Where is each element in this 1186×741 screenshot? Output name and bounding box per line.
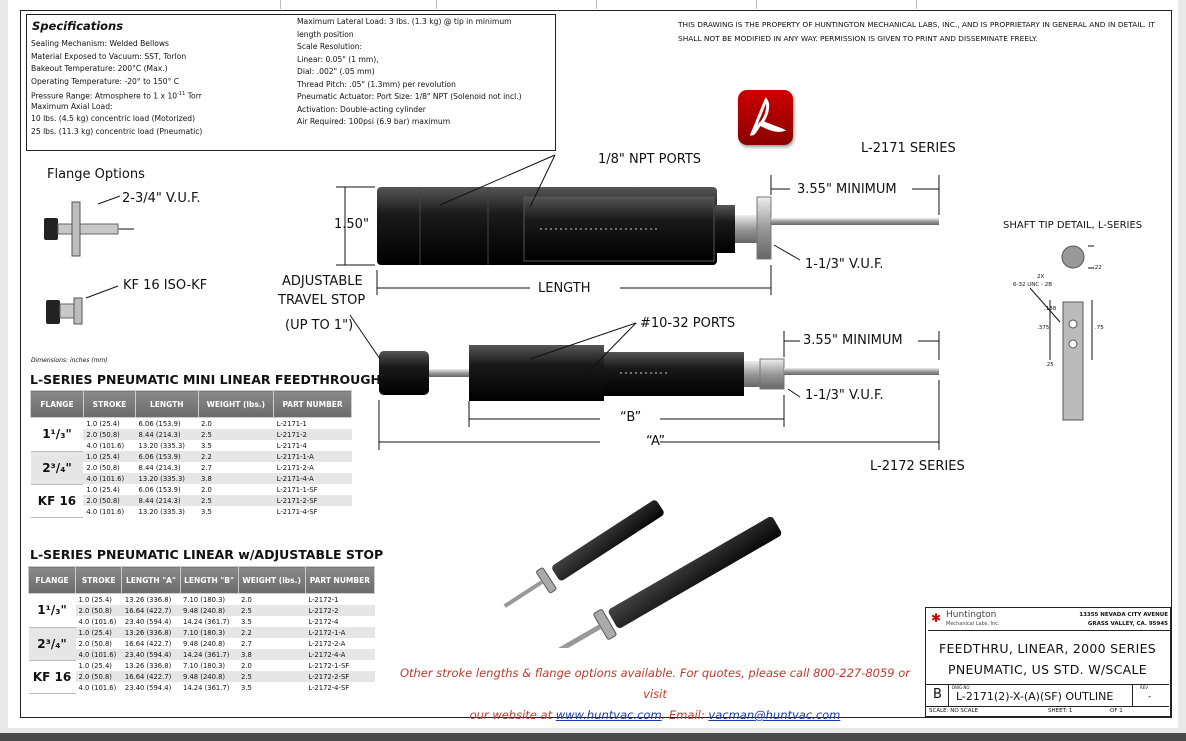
table-header: PART NUMBER xyxy=(305,567,374,594)
table-row xyxy=(31,484,352,495)
quote-note-line2 xyxy=(395,705,915,726)
specifications-title: Specifications xyxy=(32,19,124,33)
table-cell: 7.10 (180.3) xyxy=(180,627,238,638)
spec-line: Pneumatic Actuator: Port Size: 1/8" NPT (Solenoid not incl.) xyxy=(297,92,522,101)
table-cell: 2.7 xyxy=(241,639,252,648)
drawing-number-row xyxy=(926,684,1169,707)
table-cell: 23.40 (594.4) xyxy=(122,649,180,660)
flange-cell: KF 16 xyxy=(31,484,84,517)
table-cell: 2.0 (50.8) xyxy=(76,605,122,616)
shaft-tip-title: SHAFT TIP DETAIL, L-SERIES xyxy=(1003,220,1143,231)
table-cell: 2.5 xyxy=(238,605,305,616)
table-cell: 9.48 (240.8) xyxy=(183,639,226,648)
pressure-exponent: -11 xyxy=(177,91,186,97)
table-cell: L-2172-1-SF xyxy=(308,661,350,670)
spec-line: Dial: .002" (.05 mm) xyxy=(297,67,375,76)
table-cell: 3.8 xyxy=(198,473,274,484)
table-header: STROKE xyxy=(76,567,122,594)
table-cell: 13.26 (336.8) xyxy=(124,595,172,604)
table-row xyxy=(31,418,352,430)
table-cell: 3.5 xyxy=(201,507,212,516)
rev-label: REV xyxy=(1140,685,1149,690)
table-header: PART NUMBER xyxy=(274,391,352,418)
up-to-1-label: (UP TO 1") xyxy=(285,318,354,333)
table-cell: 6.06 (153.9) xyxy=(138,485,181,494)
spec-line: Material Exposed to Vacuum: SST, Torlon xyxy=(31,51,187,61)
l2171-part-table xyxy=(30,390,352,518)
min-355-label-b: 3.55" MINIMUM xyxy=(803,333,903,348)
table-cell: 2.0 (50.8) xyxy=(86,463,120,472)
table-header: WEIGHT (lbs.) xyxy=(198,391,274,418)
address-line2: GRASS VALLEY, CA. 95945 xyxy=(1087,621,1168,627)
drawing-title2: PNEUMATIC, US STD. W/SCALE xyxy=(948,662,1147,677)
table-cell: 13.20 (335.3) xyxy=(138,507,185,516)
email-link[interactable]: vacman@huntvac.com xyxy=(708,708,841,722)
table-cell: 2.7 xyxy=(201,463,212,472)
table-cell: L-2172-1 xyxy=(308,595,339,604)
table-cell: L-2172-2 xyxy=(305,605,374,616)
flange-thumbnails xyxy=(36,188,136,338)
dwg-no-label: DWG NO. xyxy=(952,685,971,690)
table-row xyxy=(29,594,375,606)
table-cell: 2.2 xyxy=(238,627,305,638)
table-cell: 2.0 xyxy=(201,485,212,494)
spec-line: Thread Pitch: .05" (1.3mm) per revolution xyxy=(297,79,456,89)
drawing-title1: FEEDTHRU, LINEAR, 2000 SERIES xyxy=(938,641,1157,656)
table-cell: 4.0 (101.6) xyxy=(76,649,122,660)
address-line1: 13355 NEVADA CITY AVENUE xyxy=(1079,612,1168,618)
dim-b-label: “B” xyxy=(620,410,642,425)
spec-line: Bakeout Temperature: 200°C (Max.) xyxy=(31,64,168,73)
spec-line: length position xyxy=(297,29,354,39)
grid-line xyxy=(280,0,281,9)
spec-line: Maximum Axial Load: xyxy=(31,101,113,111)
table-cell: L-2172-2-A xyxy=(308,639,346,648)
table-cell: 6.06 (153.9) xyxy=(138,419,181,428)
table-cell: 1.0 (25.4) xyxy=(78,661,112,670)
table-header: LENGTH "B" xyxy=(180,567,238,594)
table-row xyxy=(29,638,375,649)
table-cell: L-2172-4 xyxy=(308,617,339,626)
table-cell: 1.0 (25.4) xyxy=(86,419,120,428)
table-cell: 13.26 (336.8) xyxy=(124,661,172,670)
grid-line xyxy=(756,0,757,9)
table-cell: 7.10 (180.3) xyxy=(183,595,226,604)
scale-text: SCALE: NO SCALE xyxy=(929,708,979,714)
vuf-1-1-3-label-a: 1-1/3" V.U.F. xyxy=(805,257,884,272)
table-cell: 8.44 (214.3) xyxy=(138,463,181,472)
table-cell: 2.0 (50.8) xyxy=(83,429,135,440)
table-row xyxy=(31,451,352,462)
table-header: LENGTH xyxy=(136,391,198,418)
tip-dim-6-32: 6-32 UNC - 2B xyxy=(1013,282,1052,288)
sheet-of-text: OF 1 xyxy=(1110,708,1123,714)
quote-note xyxy=(395,663,915,726)
spec-line: Air Required: 100psi (6.9 bar) maximum xyxy=(297,117,451,126)
table-cell: 1.0 (25.4) xyxy=(83,451,135,462)
drawing-number: L-2171(2)-X-(A)(SF) OUTLINE xyxy=(956,690,1114,703)
product-photo xyxy=(488,478,798,648)
table-row xyxy=(29,649,375,660)
spec-line: Operating Temperature: -20° to 150° C xyxy=(31,76,180,86)
tip-dim-2x: 2X xyxy=(1037,274,1045,280)
table-cell: L-2171-1 xyxy=(276,419,307,428)
travel-stop-label: TRAVEL STOP xyxy=(278,293,366,308)
flange-cell: 2³/₄" xyxy=(29,627,76,660)
tip-dim-25: .25 xyxy=(1045,362,1054,368)
min-355-label-a: 3.55" MINIMUM xyxy=(797,182,897,197)
tip-dim-375: .375 xyxy=(1037,325,1050,331)
flange-cell: KF 16 xyxy=(29,660,76,693)
proprietary-notice: THIS DRAWING IS THE PROPERTY OF HUNTINGTON MECHANICAL LABS, INC., AND IS PROPRIETARY IN GENERAL AND IN DETAIL. IT SHALL NOT BE MODIFIED IN ANY WAY. PERMISSION IS GIVEN TO PRINT AND DISSEMINATE FREELY. xyxy=(678,20,1155,43)
table-cell: 9.48 (240.8) xyxy=(180,605,238,616)
table-cell: 9.48 (240.8) xyxy=(180,671,238,682)
table-cell: 2.0 xyxy=(241,595,252,604)
spec-line: 10 lbs. (4.5 kg) concentric load (Motorized) xyxy=(31,114,196,123)
table-cell: 4.0 (101.6) xyxy=(78,683,117,692)
table-cell: L-2171-1-SF xyxy=(276,485,318,494)
quote-note-prefix: our website at xyxy=(469,708,556,722)
table-cell: 8.44 (214.3) xyxy=(136,495,198,506)
table-cell: L-2171-4-A xyxy=(274,473,352,484)
ports-10-32-label: #10-32 PORTS xyxy=(640,316,736,331)
table-cell: L-2171-2-SF xyxy=(274,495,352,506)
table-row xyxy=(29,605,375,616)
website-link[interactable]: www.huntvac.com xyxy=(555,708,662,722)
table-cell: 3.5 xyxy=(241,617,252,626)
adjustable-label: ADJUSTABLE xyxy=(282,274,363,289)
table-cell: 2.0 xyxy=(241,661,252,670)
table-cell: 3.5 xyxy=(241,683,252,692)
company-subtitle: Mechanical Labs, Inc. xyxy=(946,621,1000,627)
table-header: LENGTH "A" xyxy=(122,567,180,594)
dimensions-note: Dimensions: inches (mm) xyxy=(31,357,108,364)
table-cell: L-2172-4-A xyxy=(305,649,374,660)
length-label: LENGTH xyxy=(538,281,591,296)
table-header: FLANGE xyxy=(29,567,76,594)
table-cell: 16.64 (422.7) xyxy=(124,639,172,648)
flange-cell: 1¹/₃" xyxy=(29,594,76,628)
table-row xyxy=(29,627,375,638)
table-cell: L-2172-4-SF xyxy=(308,683,350,692)
table-cell: 14.24 (361.7) xyxy=(183,683,230,692)
tip-dim-75: .75 xyxy=(1095,325,1104,331)
grid-line xyxy=(436,0,437,9)
table-cell: 8.44 (214.3) xyxy=(136,429,198,440)
table-cell: L-2171-2 xyxy=(274,429,352,440)
l2171-series-label: L-2171 SERIES xyxy=(861,141,956,156)
spec-line: Sealing Mechanism: Welded Bellows xyxy=(31,39,170,48)
table-header: WEIGHT (lbs.) xyxy=(238,567,305,594)
specifications-box xyxy=(26,14,556,151)
dim-a-label: “A” xyxy=(646,434,666,449)
spec-line: Linear: 0.05" (1 mm), xyxy=(297,54,379,64)
table-header: STROKE xyxy=(83,391,135,418)
table-cell: 14.24 (361.7) xyxy=(183,617,230,626)
table-cell: 4.0 (101.6) xyxy=(86,507,125,516)
kf16-label: KF 16 ISO-KF xyxy=(123,278,208,293)
title-block xyxy=(925,607,1171,717)
table-cell: 3.8 xyxy=(238,649,305,660)
tip-dim-188: .188 xyxy=(1044,306,1057,312)
table-cell: L-2172-1-A xyxy=(305,627,374,638)
table-cell: 2.5 xyxy=(198,495,274,506)
shaft-tip-detail xyxy=(1030,240,1140,425)
spec-line: Activation: Double-acting cylinder xyxy=(297,104,426,114)
table-cell: 16.64 (422.7) xyxy=(122,605,180,616)
table-cell: 2.5 xyxy=(238,671,305,682)
table-cell: 2.0 xyxy=(201,419,212,428)
table-header: FLANGE xyxy=(31,391,84,418)
table-cell: 1.0 (25.4) xyxy=(78,595,112,604)
table-cell: 2.0 (50.8) xyxy=(83,495,135,506)
quote-note-line1: Other stroke lengths & flange options available. For quotes, please call 800-227-8059 or visit xyxy=(399,666,911,701)
company-row xyxy=(928,610,1170,631)
revision: - xyxy=(1148,692,1152,702)
l2172-part-table xyxy=(28,566,375,694)
table-row xyxy=(29,616,375,627)
size-letter: B xyxy=(933,687,942,702)
table-cell: 6.06 (153.9) xyxy=(136,451,198,462)
quote-note-email-prefix: . Email: xyxy=(661,708,709,722)
table-cell: 2.2 xyxy=(198,451,274,462)
spec-line: 25 lbs. (11.3 kg) concentric load (Pneumatic) xyxy=(31,126,203,136)
table-cell: 13.20 (335.3) xyxy=(136,473,198,484)
table-cell: 3.5 xyxy=(201,441,212,450)
table-cell: 1.0 (25.4) xyxy=(76,627,122,638)
table-cell: 23.40 (594.4) xyxy=(124,683,172,692)
dim-150-label: 1.50" xyxy=(334,217,369,232)
grid-line xyxy=(596,0,597,9)
table1-title: L-SERIES PNEUMATIC MINI LINEAR FEEDTHROUGH xyxy=(30,372,381,387)
table-cell: 1.0 (25.4) xyxy=(86,485,120,494)
company-logo-icon: ✱ xyxy=(931,611,942,625)
table-cell: 4.0 (101.6) xyxy=(83,473,135,484)
spec-line: Maximum Lateral Load: 3 lbs. (1.3 kg) @ tip in minimum xyxy=(297,17,512,26)
table-cell: L-2171-4 xyxy=(276,441,307,450)
vuf-2-3-4-label: 2-3/4" V.U.F. xyxy=(122,191,201,206)
table-cell: 4.0 (101.6) xyxy=(86,441,125,450)
company-name: Huntington xyxy=(946,610,997,620)
table-cell: L-2171-2-A xyxy=(276,463,314,472)
table-cell: L-2171-4-SF xyxy=(276,507,318,516)
table-cell: 14.24 (361.7) xyxy=(180,649,238,660)
pdf-icon[interactable] xyxy=(738,90,793,145)
table-cell: 4.0 (101.6) xyxy=(78,617,117,626)
table-cell: 23.40 (594.4) xyxy=(124,617,172,626)
table-cell: 2.0 (50.8) xyxy=(76,671,122,682)
spec-line: Scale Resolution: xyxy=(297,42,363,51)
table-cell: L-2171-1-A xyxy=(274,451,352,462)
table-cell: 7.10 (180.3) xyxy=(183,661,226,670)
table-cell: 13.20 (335.3) xyxy=(138,441,185,450)
flange-cell: 1¹/₃" xyxy=(31,418,84,452)
table-row xyxy=(29,671,375,682)
table-cell: 13.26 (336.8) xyxy=(122,627,180,638)
table2-title: L-SERIES PNEUMATIC LINEAR w/ADJUSTABLE STOP xyxy=(30,547,384,562)
spec-line: Pressure Range: Atmosphere to 1 x $10^{-11}$ Torr xyxy=(31,91,202,101)
flange-cell: 2³/₄" xyxy=(31,451,84,484)
table-cell: 2.0 (50.8) xyxy=(78,639,112,648)
vuf-1-1-3-label-b: 1-1/3" V.U.F. xyxy=(805,388,884,403)
grid-line xyxy=(916,0,917,9)
tip-dim-22: .22 xyxy=(1093,265,1102,271)
flange-options-label: Flange Options xyxy=(47,167,145,182)
l2172-series-label: L-2172 SERIES xyxy=(870,459,965,474)
sheet-text: SHEET: 1 xyxy=(1048,708,1073,714)
viewer-bottom-bar xyxy=(0,733,1186,741)
table-cell: 16.64 (422.7) xyxy=(122,671,180,682)
table-cell: L-2172-2-SF xyxy=(305,671,374,682)
npt-ports-label: 1/8" NPT PORTS xyxy=(598,152,702,167)
table-cell: 2.5 xyxy=(198,429,274,440)
table-row xyxy=(29,660,375,671)
table-row xyxy=(29,682,375,693)
